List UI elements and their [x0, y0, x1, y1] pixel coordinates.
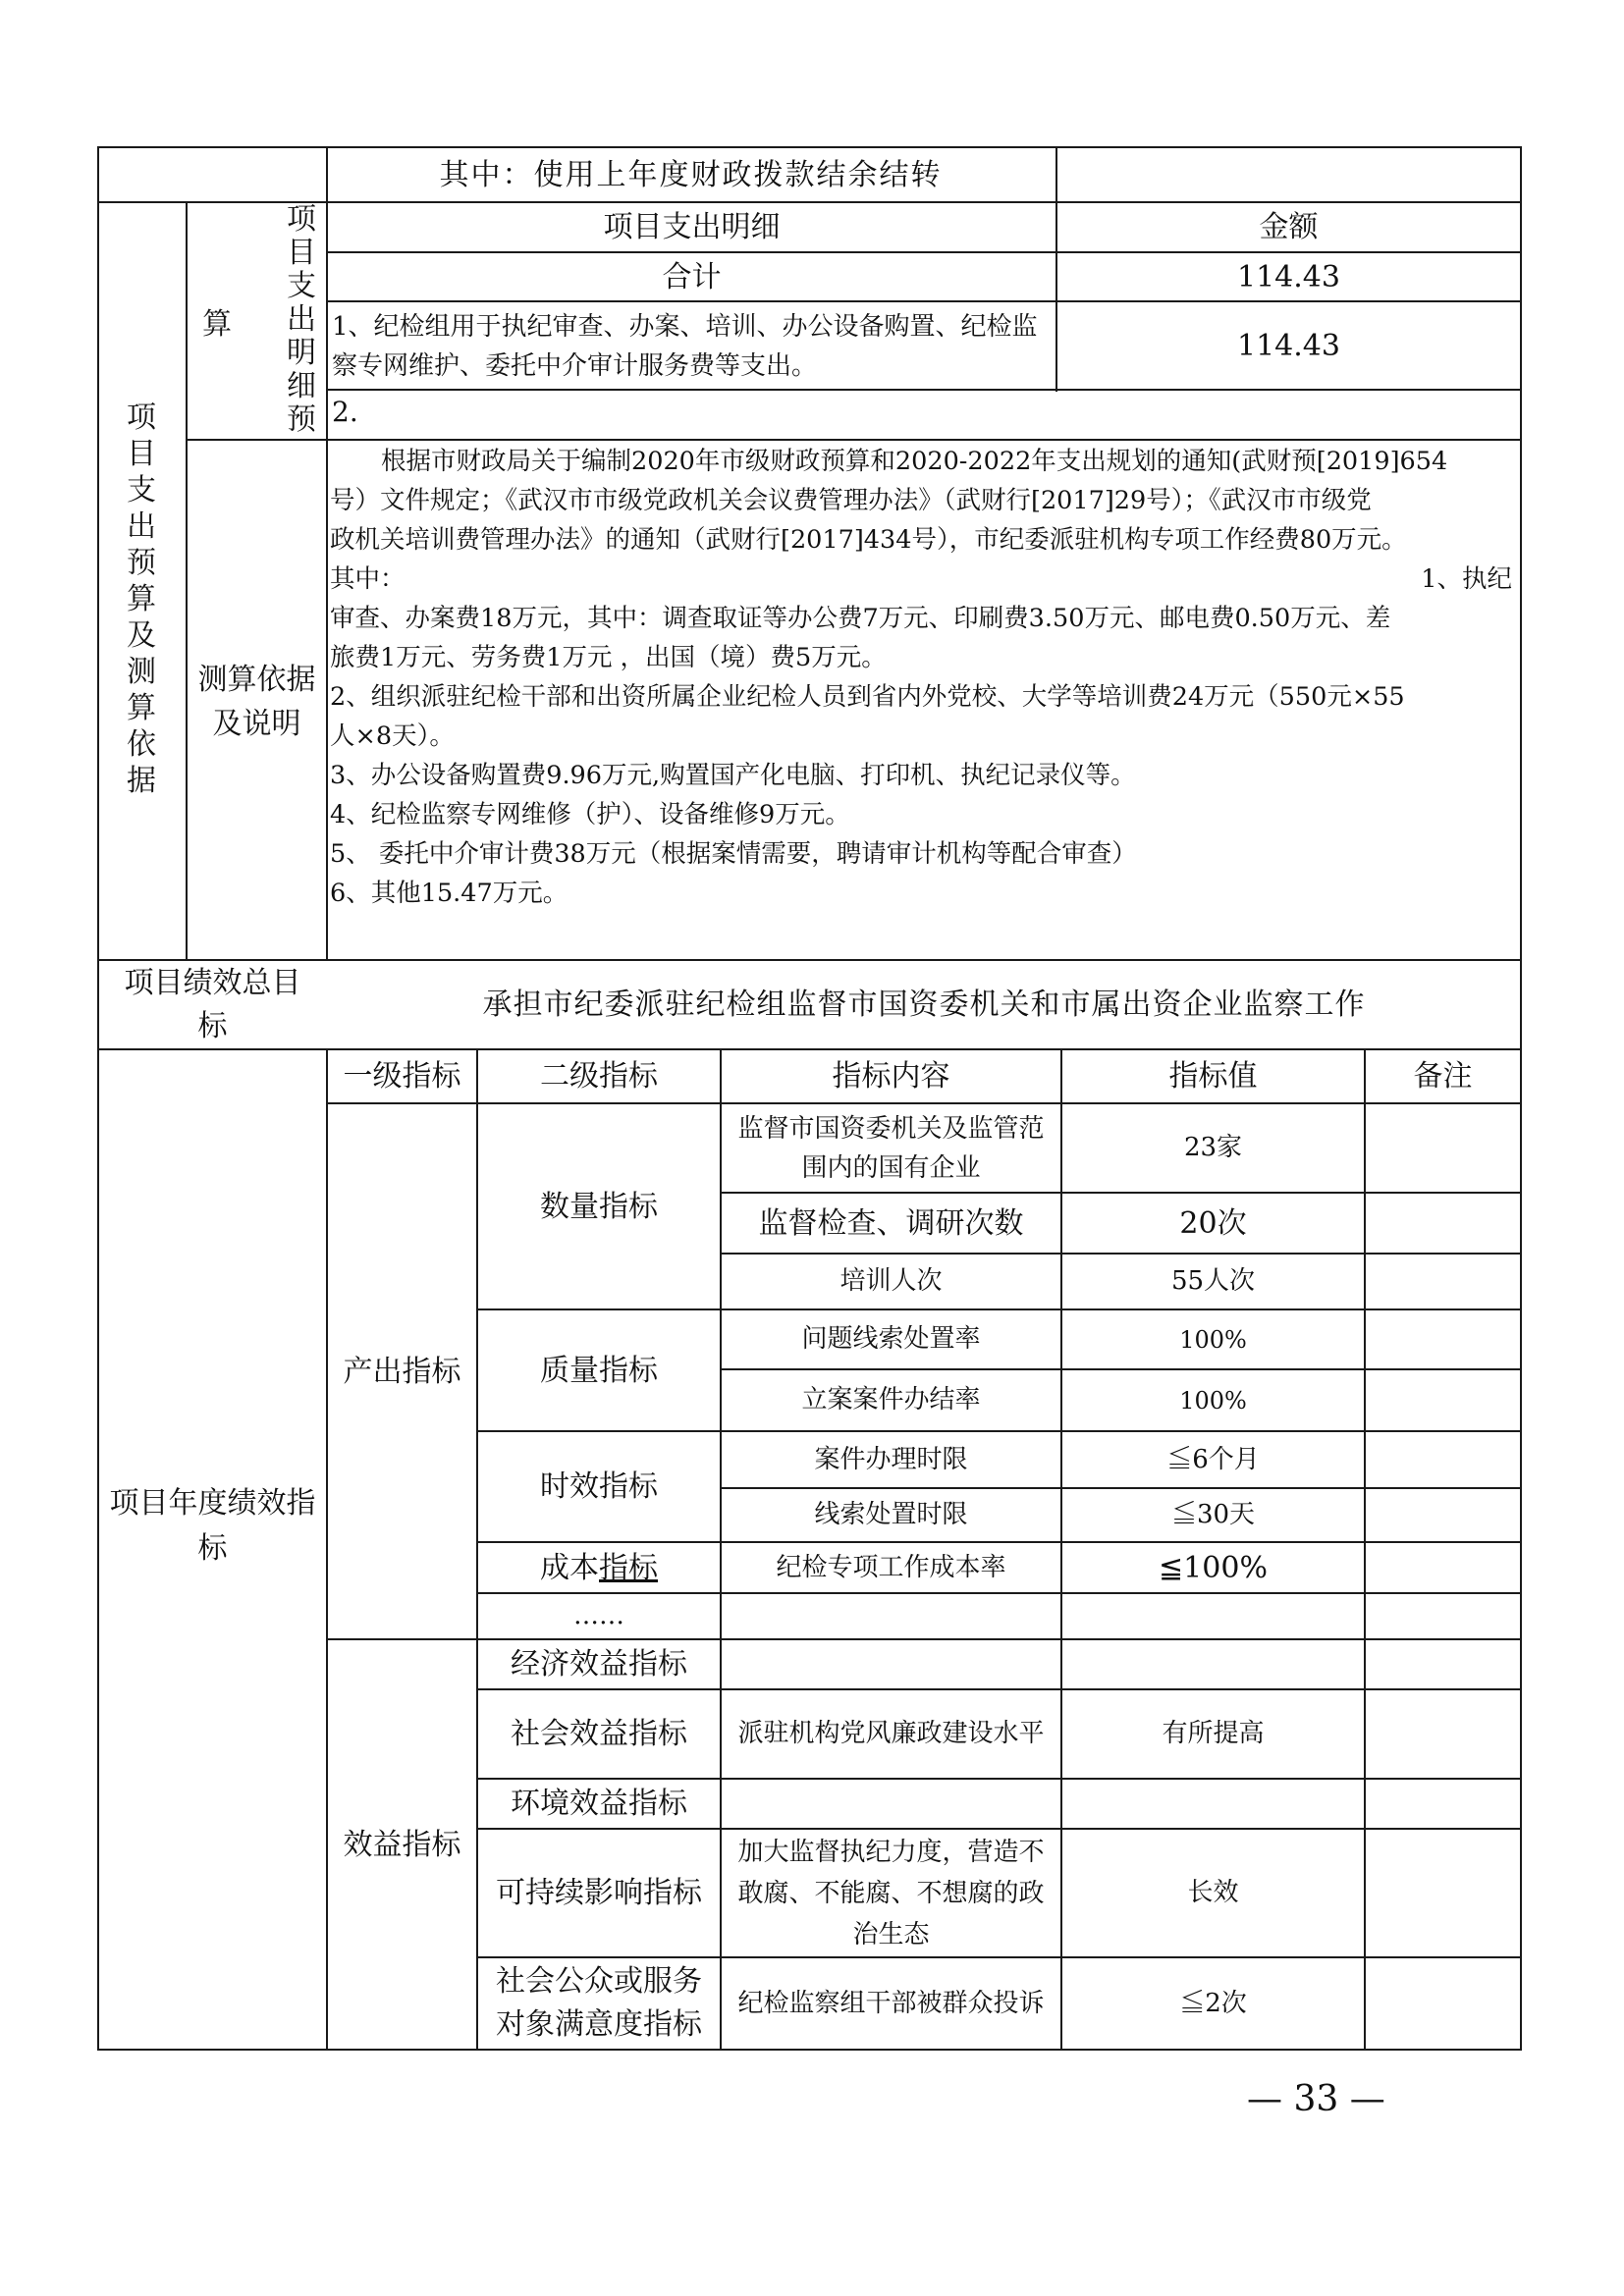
page-number: — 33 — — [1247, 2079, 1385, 2119]
benefit-content-sustainable: 加大监督执纪力度，营造不敢腐、不能腐、不想腐的政治生态 — [737, 1837, 1045, 1949]
total-label: 合计 — [662, 259, 722, 294]
header-level2: 二级指标 — [540, 1059, 658, 1094]
quantity-value-3: 55人次 — [1170, 1266, 1256, 1296]
benefit-content-environment — [722, 1780, 1060, 1828]
basis-text — [330, 442, 1518, 913]
amount-header: 金额 — [1259, 210, 1319, 244]
budget-section-label: 项目支出预算及测算依据 — [127, 400, 156, 798]
quality-value-1: 100% — [1179, 1325, 1247, 1354]
quantity-value-2: 20次 — [1179, 1205, 1247, 1241]
header-remark: 备注 — [1413, 1059, 1473, 1094]
quantity-content-2: 监督检查、调研次数 — [758, 1205, 1024, 1241]
header-value: 指标值 — [1168, 1059, 1258, 1094]
basis-line-3: 政机关培训费管理办法》的通知（武财行[2017]434号），市纪委派驻机构专项工作经费80万元。 — [330, 525, 1407, 555]
basis-line-10: 3、办公设备购置费9.96万元,购置国产化电脑、打印机、执纪记录仪等。 — [330, 761, 1136, 790]
benefit-indicator-label: 效益指标 — [343, 1827, 461, 1862]
basis-line-7: 旅费1万元、劳务费1万元 ，出国（境）费5万元。 — [330, 643, 887, 672]
timeliness-value-2: ≦30天 — [1170, 1500, 1256, 1529]
benefit-label-economic: 经济效益指标 — [511, 1647, 687, 1682]
goal-label: 项目绩效总目标 — [124, 965, 301, 1043]
benefit-content-economic — [722, 1640, 1060, 1688]
cost-content-1: 纪检专项工作成本率 — [776, 1552, 1006, 1582]
benefit-value-economic — [1062, 1640, 1364, 1688]
basis-line-1: 根据市财政局关于编制2020年市级财政预算和2020-2022年支出规划的通知(武财预[2019]654 — [381, 447, 1448, 476]
timeliness-value-1: ≦6个月 — [1166, 1444, 1260, 1474]
basis-label: 测算依据及说明 — [197, 663, 316, 741]
benefit-content-satisfaction: 纪检监察组干部被群众投诉 — [737, 1988, 1045, 2018]
basis-line-13: 6、其他15.47万元。 — [330, 879, 568, 908]
cost-label-a: 成本 — [540, 1550, 599, 1585]
benefit-label-environment: 环境效益指标 — [511, 1787, 687, 1821]
benefit-value-environment — [1062, 1780, 1364, 1828]
quantity-content-1: 监督市国资委机关及监管范围内的国有企业 — [737, 1113, 1045, 1183]
detail-item-1: 1、纪检组用于执纪审查、办案、培训、办公设备购置、纪检监察专网维护、委托中介审计服务费等支出。 — [332, 312, 1038, 381]
cost-indicator-label — [478, 1543, 720, 1592]
detail-item-2: 2. — [332, 396, 358, 428]
carryover-value — [1057, 148, 1520, 201]
output-indicator-label: 产出指标 — [343, 1354, 461, 1389]
quantity-indicator-label: 数量指标 — [540, 1189, 658, 1224]
benefit-value-social: 有所提高 — [1162, 1719, 1265, 1748]
detail-item-2-amount — [1057, 391, 1520, 439]
quantity-content-3: 培训人次 — [839, 1266, 943, 1296]
carryover-label: 其中：使用上年度财政拨款结余结转 — [439, 157, 943, 192]
total-amount: 114.43 — [1237, 259, 1340, 294]
timeliness-indicator-label: 时效指标 — [540, 1469, 658, 1504]
basis-line-11: 4、纪检监察专网维修（护）、设备维修9万元。 — [330, 800, 850, 829]
benefit-label-satisfaction: 社会公众或服务对象满意度指标 — [496, 1964, 702, 2042]
detail-item-1-amount: 114.43 — [1237, 328, 1340, 363]
ellipsis-row: …… — [573, 1601, 624, 1630]
quality-content-2: 立案案件办结率 — [801, 1385, 981, 1415]
basis-line-9: 人×8天）。 — [330, 721, 455, 751]
basis-line-12: 5、 委托中介审计费38万元（根据案情需要，聘请审计机构等配合审查） — [330, 839, 1137, 869]
cost-label-b: 指标 — [599, 1550, 658, 1585]
benefit-value-satisfaction: ≦2次 — [1179, 1988, 1247, 2018]
budget-sub-label: 算 — [202, 306, 232, 342]
basis-line-8: 2、组织派驻纪检干部和出资所属企业纪检人员到省内外党校、大学等培训费24万元（550元×55 — [330, 682, 1405, 712]
benefit-value-sustainable: 长效 — [1187, 1878, 1239, 1907]
timeliness-content-1: 案件办理时限 — [814, 1444, 968, 1474]
benefit-content-social: 派驻机构党风廉政建设水平 — [737, 1719, 1045, 1748]
quantity-value-1: 23家 — [1183, 1133, 1243, 1162]
basis-line-2: 号）文件规定；《武汉市市级党政机关会议费管理办法》（武财行[2017]29号）；《武汉市市级党 — [330, 486, 1372, 515]
quality-content-1: 问题线索处置率 — [801, 1324, 981, 1354]
benefit-label-social: 社会效益指标 — [511, 1717, 687, 1751]
basis-line-4: 其中： — [330, 564, 406, 594]
quality-indicator-label: 质量指标 — [540, 1353, 658, 1388]
cost-value-1: ≦100% — [1159, 1550, 1268, 1585]
header-level1: 一级指标 — [343, 1059, 461, 1094]
goal-text: 承担市纪委派驻纪检组监督市国资委机关和市属出资企业监察工作 — [482, 988, 1366, 1022]
basis-line-6: 审查、办案费18万元，其中：调查取证等办公费7万元、印刷费3.50万元、邮电费0.50万元、差 — [330, 604, 1391, 633]
quality-value-2: 100% — [1179, 1386, 1247, 1415]
detail-vertical-label: 项目支出明细预 — [287, 202, 316, 437]
header-content: 指标内容 — [832, 1059, 950, 1094]
basis-line-5: 1、执纪 — [1421, 564, 1512, 594]
detail-header: 项目支出明细 — [603, 210, 781, 244]
benefit-label-sustainable: 可持续影响指标 — [496, 1876, 702, 1910]
timeliness-content-2: 线索处置时限 — [814, 1500, 968, 1529]
indicators-label: 项目年度绩效指标 — [109, 1486, 316, 1566]
